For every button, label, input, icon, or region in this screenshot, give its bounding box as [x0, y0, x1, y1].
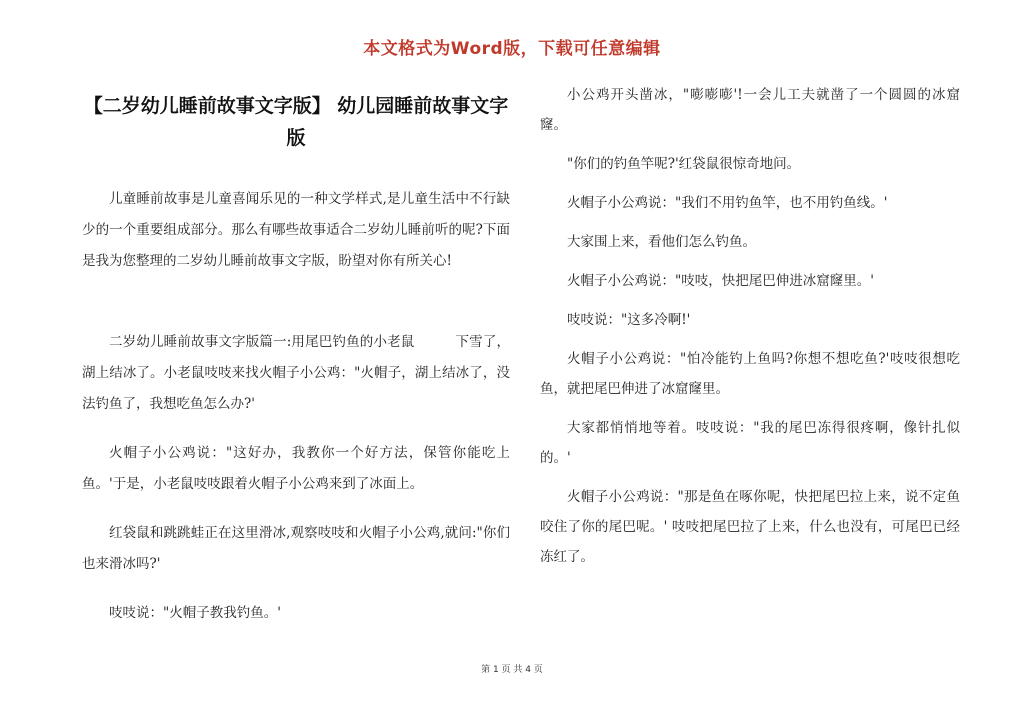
left-column — [82, 90, 510, 647]
paragraph: 火帽子小公鸡说："我们不用钓鱼竿，也不用钓鱼线。' — [567, 195, 888, 211]
paragraph: 红袋鼠和跳跳蛙正在这里滑冰,观察吱吱和火帽子小公鸡,就问:"你们也来滑冰吗?' — [82, 525, 510, 572]
paragraph: 火帽子小公鸡说："吱吱，快把尾巴伸进冰窟窿里。' — [567, 273, 874, 289]
paragraph: 大家围上来，看他们怎么钓鱼。 — [567, 234, 756, 250]
paragraph: 火帽子小公鸡说："那是鱼在啄你呢，快把尾巴拉上来，说不定鱼咬住了你的尾巴呢。' 吱吱把尾巴拉了上来，什么也没有，可尾巴已经冻红了。 — [540, 489, 960, 565]
paragraph: 吱吱说："火帽子教我钓鱼。' — [109, 605, 281, 621]
page-number: 第 1 页 共 4 页 — [481, 665, 543, 675]
paragraph: 火帽子小公鸡说："这好办，我教你一个好方法，保管你能吃上鱼。'于是，小老鼠吱吱跟着火帽子小公鸡来到了冰面上。 — [82, 445, 510, 492]
download-banner: 本文格式为Word版，下载可任意编辑 — [363, 39, 661, 59]
paragraph: 吱吱说："这多冷啊!' — [567, 312, 691, 328]
paragraph-intro: 儿童睡前故事是儿童喜闻乐见的一种文学样式,是儿童生活中不行缺少的一个重要组成部分。那么有哪些故事适合二岁幼儿睡前听的呢?下面是我为您整理的二岁幼儿睡前故事文字版，盼望对你有所关心! — [82, 191, 510, 269]
paragraph: 小公鸡开头凿冰，"嘭嘭嘭'!一会儿工夫就凿了一个圆圆的冰窟窿。 — [540, 87, 960, 133]
paragraph-story-start: 二岁幼儿睡前故事文字版篇一:用尾巴钓鱼的小老鼠 下雪了，湖上结冰了。小老鼠吱吱来找火帽子小公鸡："火帽子，湖上结冰了，没法钓鱼了，我想吃鱼怎么办?' — [82, 334, 510, 412]
paragraph: 大家都悄悄地等着。吱吱说："我的尾巴冻得很疼啊，像针扎似的。' — [540, 420, 960, 466]
document-title: 【二岁幼儿睡前故事文字版】 幼儿园睡前故事文字版 — [83, 95, 509, 149]
paragraph: 火帽子小公鸡说："怕冷能钓上鱼吗?你想不想吃鱼?'吱吱很想吃鱼，就把尾巴伸进了冰窟窿里。 — [540, 351, 960, 397]
right-column — [540, 80, 960, 581]
paragraph: "你们的钓鱼竿呢?'红袋鼠很惊奇地问。 — [567, 156, 801, 172]
